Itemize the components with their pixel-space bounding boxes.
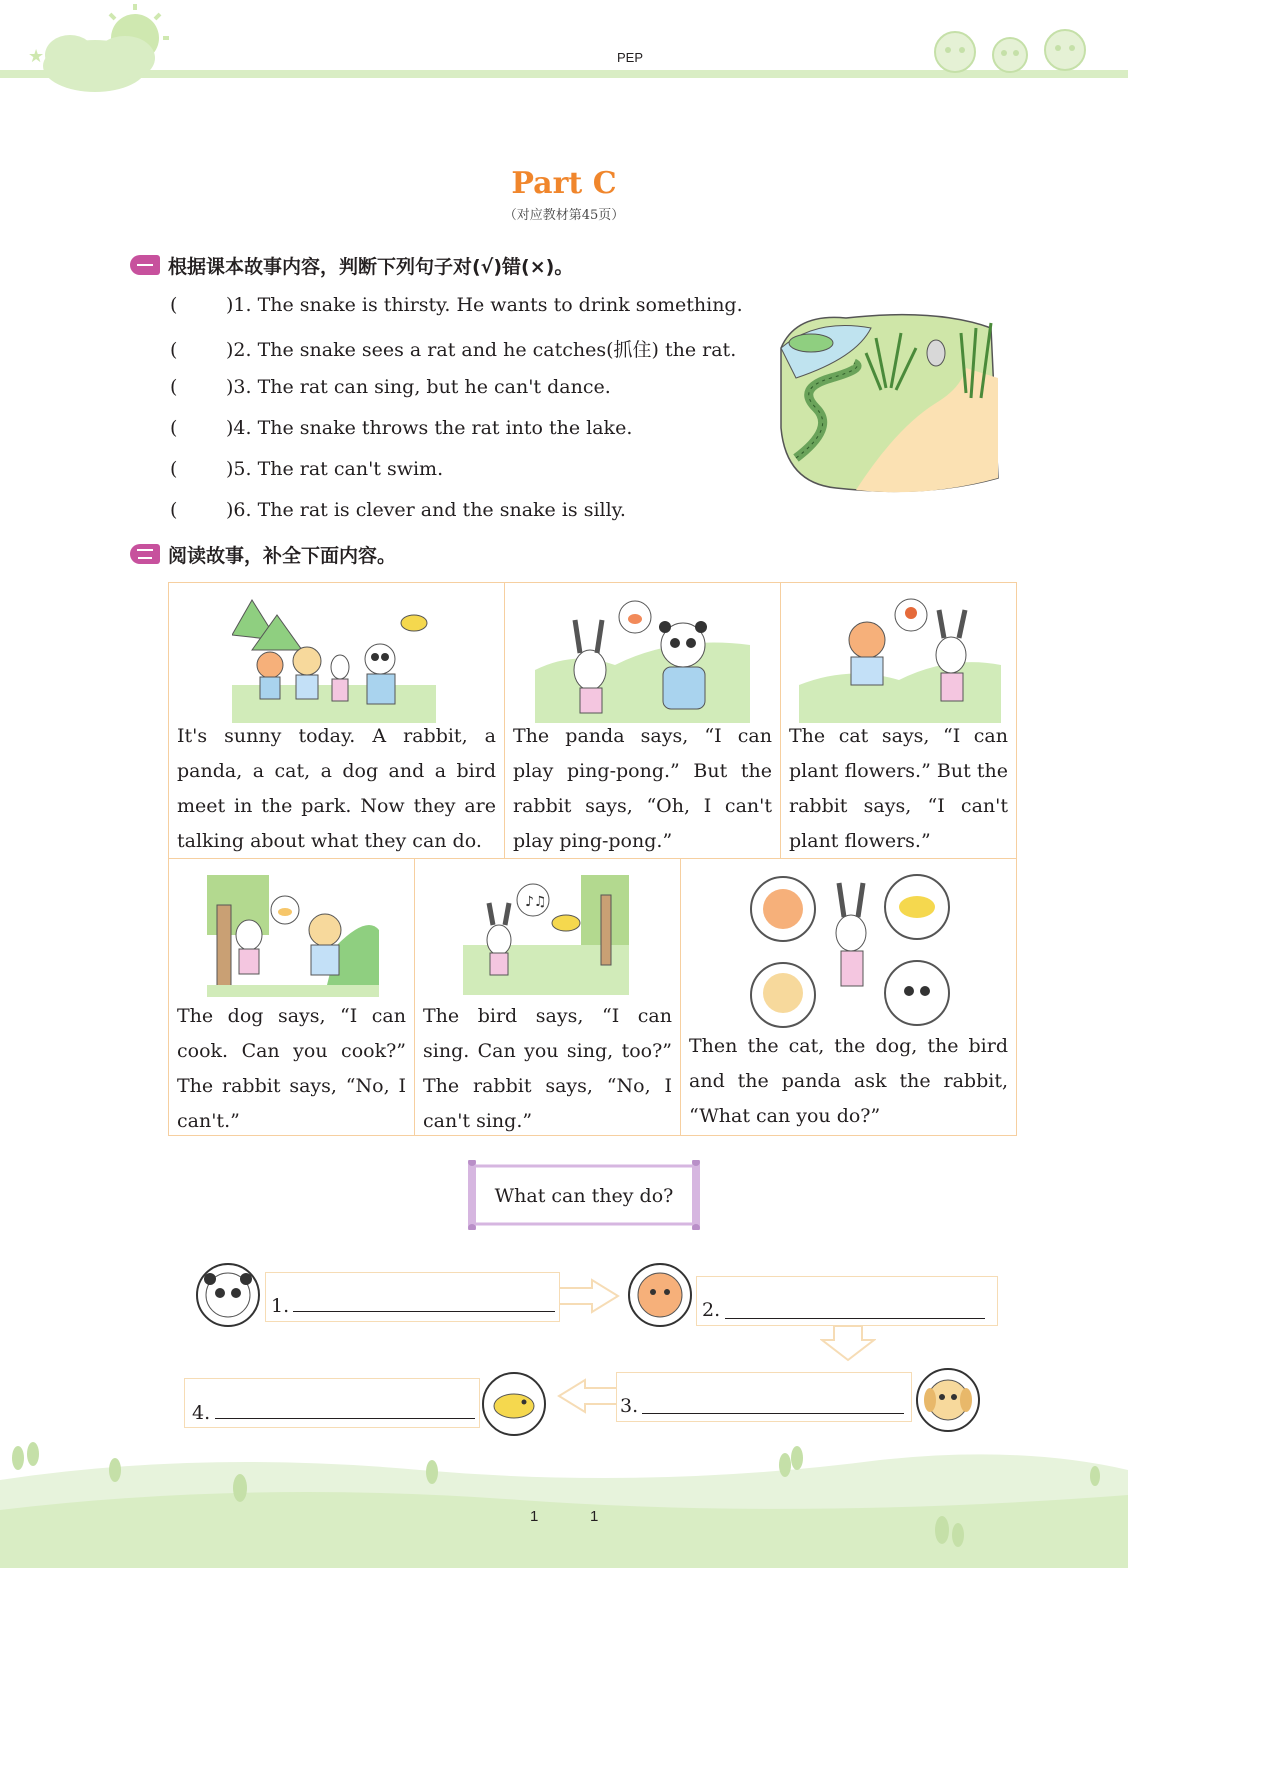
- story-text: The dog says, “I can cook. Can you cook?” The rabbit says, “No, I can't.”: [177, 1005, 406, 1132]
- answer-box: [184, 1378, 480, 1428]
- panda-avatar: [196, 1263, 260, 1327]
- answer-bracket[interactable]: (: [170, 376, 178, 398]
- story-panel: [681, 859, 1016, 1135]
- answer-bracket[interactable]: (: [170, 417, 178, 439]
- answer-line[interactable]: [215, 1418, 475, 1419]
- cat-avatar: [628, 1263, 692, 1327]
- arrow-down-icon: [820, 1326, 876, 1362]
- answer-bracket[interactable]: (: [170, 458, 178, 480]
- svg-text:★: ★: [28, 46, 45, 67]
- story-text: The bird says, “I can sing. Can you sing, too?” The rabbit says, “No, I can't sing.”: [423, 1005, 672, 1132]
- answer-line[interactable]: [293, 1311, 555, 1312]
- question-row: [170, 376, 611, 398]
- arrow-right-icon: [560, 1278, 622, 1314]
- page-number-right: 1: [590, 1508, 599, 1525]
- animal-faces-icon: [925, 20, 1105, 75]
- answer-line[interactable]: [725, 1318, 985, 1319]
- answer-bracket[interactable]: (: [170, 294, 178, 316]
- answer-label: 2.: [702, 1299, 721, 1321]
- svg-text:♪♫: ♪♫: [525, 894, 547, 910]
- question-row: [170, 294, 743, 316]
- question-row: [170, 335, 736, 362]
- bird-avatar: [482, 1372, 546, 1436]
- answer-bracket[interactable]: (: [170, 339, 178, 361]
- story-text: It's sunny today. A rabbit, a panda, a cat, a dog and a bird meet in the park. Now they are talking about what they can do.: [177, 725, 496, 852]
- question-text: )2. The snake sees a rat and he catches(抓住) the rat.: [226, 339, 737, 361]
- banner-text: What can they do?: [494, 1185, 674, 1207]
- question-text: )1. The snake is thirsty. He wants to drink something.: [226, 294, 743, 316]
- story-text: Then the cat, the dog, the bird and the panda ask the rabbit, “What can you do?”: [689, 1035, 1008, 1127]
- question-text: )5. The rat can't swim.: [226, 458, 444, 480]
- story-panel: [415, 859, 681, 1135]
- story-panel: [781, 583, 1016, 859]
- question-row: [170, 499, 626, 521]
- page-subtitle: （对应教材第45页）: [503, 208, 625, 223]
- answer-label: 1.: [271, 1295, 290, 1317]
- dog-rabbit-picture: [207, 875, 379, 997]
- question-row: [170, 458, 443, 480]
- question-text: )3. The rat can sing, but he can't dance.: [226, 376, 611, 398]
- story-text: The panda says, “I can play ping-pong.” But the rabbit says, “Oh, I can't play ping-pong.”: [513, 725, 772, 852]
- cat-rabbit-picture: [799, 595, 1001, 723]
- answer-label: 4.: [192, 1402, 211, 1424]
- story-panel: [169, 859, 415, 1135]
- page-title: Part C: [511, 166, 617, 201]
- page-number-left: 1: [530, 1508, 539, 1525]
- friends-ask-rabbit-picture: [747, 873, 957, 1033]
- cloud-sun-icon: [0, 0, 200, 100]
- section-two-title: 阅读故事，补全下面内容。: [168, 545, 397, 567]
- answer-line[interactable]: [642, 1413, 904, 1414]
- answer-box: [265, 1272, 560, 1322]
- bird-rabbit-picture: [463, 875, 629, 995]
- story-text: The cat says, “I can plant flowers.” But the rabbit says, “I can't plant flowers.”: [789, 725, 1008, 852]
- section-one-badge: [130, 255, 160, 275]
- answer-label: 3.: [620, 1395, 639, 1417]
- question-row: [170, 417, 632, 439]
- section-one-title: 根据课本故事内容，判断下列句子对(√)错(×)。: [168, 256, 574, 278]
- answer-box: [616, 1372, 912, 1422]
- snake-rat-illustration: [776, 308, 1001, 493]
- panda-rabbit-picture: [535, 595, 750, 723]
- question-text: )6. The rat is clever and the snake is silly.: [226, 499, 626, 521]
- arrow-left-icon: [555, 1378, 617, 1414]
- question-text: )4. The snake throws the rat into the lake.: [226, 417, 633, 439]
- story-panel: [505, 583, 781, 859]
- story-grid: [168, 582, 1017, 1136]
- section-two-badge: [130, 544, 160, 564]
- footer-hills: [0, 1440, 1128, 1568]
- answer-bracket[interactable]: (: [170, 499, 178, 521]
- park-friends-picture: [232, 595, 436, 723]
- header-label: PEP: [616, 50, 643, 65]
- story-panel: [169, 583, 505, 859]
- dog-avatar: [916, 1368, 980, 1432]
